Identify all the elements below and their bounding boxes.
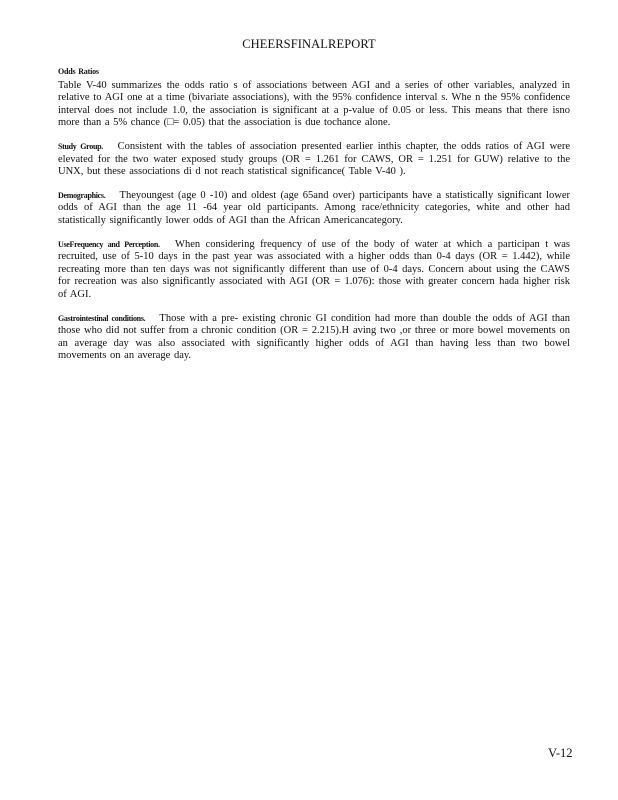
section-odds-ratios [58, 66, 570, 130]
section-heading: Gastrointestinal conditions. [58, 313, 146, 323]
section-gastrointestinal [58, 313, 570, 363]
section-heading: Demographics. [58, 190, 106, 200]
section-text: Theyoungest (age 0 -10) and oldest (age 65and over) participants have a statistically significant lower odds of AGI than the age 11 -64 year old participants. Among race/ethnicity categories, white and other had statistically significantly lower odds of AGI than the African Americancategory. [58, 189, 570, 226]
section-use-frequency [58, 239, 570, 302]
section-heading: Study Group. [58, 141, 103, 151]
section-demographics [58, 190, 570, 228]
section-text: Table V-40 summarizes the odds ratio s of associations between AGI and a series of other variables, analyzed in relative to AGI one at a time (bivariate associations), with the 95% confidence interval s. Whe n the 95% confidence interval does not include 1.0, the association is significant at a p-value of 0.05 or less. This means that there isno more than a 5% chance (□= 0.05) that the association is due tochance alone. [58, 79, 570, 129]
report-header: CHEERSFINALREPORT [242, 37, 376, 51]
page-number: V-12 [548, 746, 573, 760]
section-study-group [58, 141, 570, 179]
section-heading: Odds Ratios [58, 67, 99, 76]
report-body [58, 66, 570, 374]
section-heading: UseFrequency and Perception. [58, 239, 160, 249]
section-text: When considering frequency of use of the body of water at which a participan t was recruited, use of 5-10 days in the past year was associated with a higher odds than 0-4 days (OR = 1.442), while recreating more than ten days was not significantly different than use of 0-4 days. Concern about using the CAWS for recreation was also significantly associated with AGI (OR = 1.076): those with greater concern hada higher risk of AGI. [58, 238, 571, 300]
section-text: Consistent with the tables of association presented earlier inthis chapter, the odds ratios of AGI were elevated for the two water exposed study groups (OR = 1.261 for CAWS, OR = 1.251 for GUW) relative to the UNX, but these associations di d not reach statistical significance( Table V-40 ). [58, 140, 570, 178]
section-text: Those with a pre- existing chronic GI condition had more than double the odds of AGI than those who did not suffer from a chronic condition (OR = 2.215).H aving two ,or three or more bowel movements on an average day was also associated with significantly higher odds of AGI than having less than two bowel movements on an average day. [58, 312, 570, 362]
